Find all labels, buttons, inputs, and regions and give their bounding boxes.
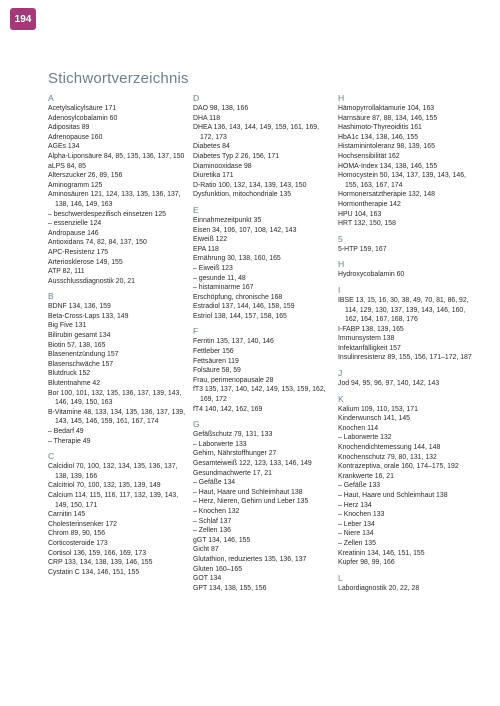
index-entry: – Therapie 49: [48, 437, 91, 445]
index-entry: Aminogramm 125: [48, 181, 103, 189]
index-entry: – Herz, Nieren, Gehirn und Leber 135: [193, 498, 309, 506]
index-entry: Kalium 109, 110, 153, 171: [338, 405, 418, 413]
section-letter: H: [338, 93, 345, 103]
index-entry: Knochen 114: [338, 424, 379, 432]
index-entry: Antioxidans 74, 82, 84, 137, 150: [48, 239, 147, 247]
section-letter: D: [193, 93, 200, 103]
index-entry: – essenzielle 124: [48, 220, 102, 228]
index-entry: Dysfunktion, mitochondriale 135: [193, 191, 292, 199]
section-letter: E: [193, 204, 199, 215]
section-letter: H: [338, 259, 345, 270]
index-entry: – Eiweiß 123: [193, 264, 233, 272]
index-entry: – histaminarme 167: [193, 284, 254, 292]
index-entry: D-Ratio 100, 132, 134, 139, 143, 150: [193, 181, 307, 189]
index-entry: Fettleber 156: [193, 348, 234, 356]
index-entry: Biotin 57, 138, 165: [48, 341, 106, 349]
index-entry: Histaminintoleranz 98, 139, 165: [338, 143, 435, 151]
index-entry: Labordiagnostik 20, 22, 28: [338, 584, 420, 592]
index-section: [338, 285, 478, 363]
index-entry: Knochenschutz 79, 80, 131, 132: [338, 453, 437, 461]
index-entry: Diaminooxidase 98: [193, 162, 252, 170]
index-entry: Fettsäuren 119: [193, 357, 239, 365]
index-entry: – Gefäße 133: [338, 482, 381, 490]
index-entry: Gluten 160–165: [193, 565, 243, 573]
index-entry: GOT 134: [193, 575, 222, 583]
index-entry: Beta-Cross-Laps 133, 149: [48, 312, 129, 320]
index-entry: Insulinresistenz 89, 155, 156, 171–172, 187: [338, 354, 472, 362]
index-entry: fT4 140, 142, 162, 169: [193, 405, 263, 413]
index-entry: – Niere 134: [338, 530, 374, 538]
index-entry: Folsäure 58, 59: [193, 367, 241, 375]
index-entry: Kontrazeptiva, orale 160, 174–175, 192: [338, 463, 459, 471]
index-entry: Glutathion, reduziertes 135, 136, 137: [193, 555, 307, 563]
index-entry: Diabetes 84: [193, 143, 230, 151]
index-entry: Eisen 34, 106, 107, 108, 142, 143: [193, 226, 297, 234]
index-entry: gGT 134, 146, 155: [193, 536, 251, 544]
index-section: [193, 205, 333, 322]
index-entry: Kinderwunsch 141, 145: [338, 415, 411, 423]
index-entry: BDNF 134, 136, 159: [48, 303, 111, 311]
index-entry: Acetylsalicylsäure 171: [48, 105, 117, 112]
index-entry: Ernährung 30, 138, 160, 165: [193, 255, 281, 263]
index-entry: Diuretika 171: [193, 172, 234, 180]
index-entry: Hormonersatztherapie 132, 148: [338, 191, 435, 199]
index-entry: Bilirubin gesamt 134: [48, 332, 111, 340]
index-entry: Calcidiol 70, 100, 132, 134, 135, 136, 137, 138, 139, 166: [48, 463, 178, 480]
index-entry: aLPS 84, 85: [48, 162, 86, 170]
index-entry: Diabetes Typ 2 26, 156, 171: [193, 152, 280, 160]
index-entry: Jod 94, 95, 96, 97, 140, 142, 143: [338, 380, 440, 388]
index-entry: AGEs 134: [48, 143, 80, 151]
index-entry: – Zellen 135: [338, 539, 376, 547]
index-entry: Estradiol 137, 144, 146, 158, 159: [193, 303, 295, 311]
index-entry: Infektanfälligkeit 157: [338, 344, 401, 352]
index-entry: Big Five 131: [48, 322, 87, 330]
index-entry: I-FABP 138, 139, 165: [338, 325, 404, 333]
index-entry: IBSE 13, 15, 16, 30, 38, 49, 70, 81, 86, 92, 114, 129, 130, 137, 139, 143, 146, 160, 162, 164, 167, 168, 176: [338, 296, 469, 324]
index-entry: Blasenentzündung 157: [48, 351, 119, 359]
index-entry: CRP 133, 134, 138, 139, 146, 155: [48, 559, 153, 567]
index-entry: B-Vitamine 48, 133, 134, 135, 136, 137, 139, 143, 145, 146, 159, 161, 167, 174: [48, 408, 186, 426]
page-title: Stichwortverzeichnis: [48, 70, 189, 87]
index-entry: Cystatin C 134, 146, 151, 155: [48, 568, 140, 576]
index-entry: Arteriosklerose 149, 155: [48, 258, 123, 266]
index-entry: ATP 82, 111: [48, 268, 85, 276]
index-section: [48, 93, 188, 286]
index-entry: Alterszucker 26, 89, 156: [48, 172, 123, 180]
index-entry: – Leber 134: [338, 520, 375, 528]
section-letter: K: [338, 393, 344, 404]
index-section: [338, 234, 478, 255]
index-entry: Harnsäure 87, 88, 134, 146, 155: [338, 114, 438, 122]
index-entry: Corticosteroide 173: [48, 539, 108, 547]
index-entry: Hormontherapie 142: [338, 200, 401, 208]
index-section: [338, 93, 478, 229]
index-entry: – Knochen 132: [193, 507, 240, 515]
index-entry: Estriol 138, 144, 157, 158, 165: [193, 312, 287, 320]
section-letter: B: [48, 291, 54, 302]
index-entry: Einnahmezeitpunkt 35: [193, 216, 262, 224]
index-entry: Frau, perimenopausale 28: [193, 376, 274, 384]
index-entry: Carnitin 145: [48, 511, 86, 519]
index-entry: Andropause 146: [48, 229, 99, 237]
index-entry: Aminosäuren 121, 124, 133, 135, 136, 137, 138, 146, 149, 163: [48, 191, 181, 208]
index-section: [193, 93, 333, 200]
index-entry: Gesamteiweiß 122, 123, 133, 146, 149: [193, 460, 312, 467]
index-entry: HOMA-Index 134, 138, 146, 155: [338, 162, 438, 170]
index-entry: DHA 118: [193, 114, 221, 122]
index-entry: Hochsensibilität 162: [338, 152, 400, 160]
index-entry: GPT 134, 138, 155, 156: [193, 584, 267, 592]
section-letter: A: [48, 93, 54, 103]
index-entry: – Laborwerte 132: [338, 434, 392, 442]
index-entry: – Knochen 133: [338, 511, 385, 519]
index-section: [338, 368, 478, 389]
index-entry: Blasenschwäche 157: [48, 360, 114, 368]
index-entry: Calcitriol 70, 100, 132, 135, 139, 149: [48, 482, 161, 490]
index-entry: Kupfer 98, 99, 166: [338, 559, 395, 567]
index-columns: [48, 92, 478, 598]
index-section: [338, 394, 478, 568]
index-entry: Hashimoto-Thyreoiditis 161: [338, 124, 422, 132]
index-entry: Adrenopause 160: [48, 133, 103, 141]
index-entry: – gesunde 11, 48: [193, 274, 246, 282]
index-entry: Gicht 87: [193, 546, 219, 554]
index-entry: Knochendichtemessung 144, 148: [338, 444, 441, 452]
index-entry: EPA 118: [193, 245, 219, 253]
index-entry: Kreatinin 134, 146, 151, 155: [338, 549, 425, 557]
index-entry: fT3 135, 137, 140, 142, 149, 153, 159, 162, 169, 172: [193, 386, 326, 404]
index-entry: Alpha-Liponsäure 84, 85, 135, 136, 137, 150: [48, 152, 185, 160]
index-entry: – Herz 134: [338, 501, 372, 509]
section-letter: C: [48, 451, 55, 462]
section-letter: L: [338, 572, 343, 583]
index-entry: Gehirn, Nährstoffhunger 27: [193, 450, 277, 458]
index-entry: – Zellen 136: [193, 527, 231, 535]
section-letter: I: [338, 284, 341, 295]
index-entry: HRT 132, 150, 158: [338, 220, 396, 228]
index-entry: – beschwerdespezifisch einsetzen 125: [48, 210, 166, 218]
index-entry: DHEA 136, 143, 144, 149, 159, 161, 169, 172, 173: [193, 124, 320, 141]
index-section: [193, 326, 333, 414]
section-letter: G: [193, 419, 200, 430]
index-entry: Bor 100, 101, 132, 135, 136, 137, 139, 143, 146, 149, 150, 163: [48, 389, 182, 407]
index-entry: Blutentnahme 42: [48, 380, 101, 388]
index-entry: Calcium 114, 115, 116, 117, 132, 139, 143, 149, 150, 171: [48, 491, 179, 509]
section-letter: 5: [338, 233, 343, 244]
index-entry: Ausschlussdiagnostik 20, 21: [48, 277, 135, 285]
index-entry: Cholesterinsenker 172: [48, 520, 117, 528]
index-entry: – Bedarf 49: [48, 428, 84, 435]
index-entry: Adenosylcobalamin 60: [48, 114, 118, 122]
index-section: [338, 573, 478, 594]
index-entry: Krankwerte 16, 21: [338, 472, 394, 480]
index-entry: Adipositas 89: [48, 124, 90, 132]
index-entry: Blutdruck 152: [48, 370, 91, 378]
section-letter: F: [193, 326, 199, 337]
index-entry: Chrom 89, 90, 156: [48, 530, 106, 538]
index-entry: – Haut, Haare und Schleimhaut 138: [193, 488, 303, 496]
index-entry: Gesundmachwerte 17, 21: [193, 469, 272, 477]
index-column: [193, 92, 333, 598]
index-entry: – Schlaf 137: [193, 517, 232, 525]
index-entry: – Laborwerte 133: [193, 440, 247, 448]
index-column: [338, 92, 478, 598]
index-entry: Ferritin 135, 137, 140, 146: [193, 338, 274, 346]
index-entry: APC-Resistenz 175: [48, 248, 109, 256]
index-entry: 5-HTP 159, 167: [338, 245, 387, 253]
index-entry: Immunsystem 138: [338, 335, 395, 343]
index-entry: Homocystein 50, 134, 137, 139, 143, 146, 155, 163, 167, 174: [338, 172, 466, 189]
index-entry: Hämopyrrollaktamurie 104, 163: [338, 105, 435, 112]
index-column: [48, 92, 188, 598]
index-entry: HPU 104, 163: [338, 210, 382, 218]
index-entry: Hydroxycobalamin 60: [338, 271, 405, 279]
index-entry: HbA1c 134, 138, 146, 155: [338, 133, 419, 141]
index-entry: DAO 98, 138, 166: [193, 105, 249, 112]
page-number-badge: 194: [10, 8, 36, 30]
index-section: [193, 419, 333, 593]
index-section: [48, 291, 188, 446]
index-section: [338, 259, 478, 280]
index-entry: – Haut, Haare und Schleimhaut 138: [338, 492, 448, 499]
index-entry: – Gefäße 134: [193, 479, 236, 487]
index-entry: Cortisol 136, 159, 166, 169, 173: [48, 549, 147, 557]
index-entry: Erschöpfung, chronische 168: [193, 293, 283, 301]
index-entry: Eiweiß 122: [193, 236, 228, 244]
section-letter: J: [338, 368, 343, 379]
index-section: [48, 451, 188, 577]
index-entry: Gefäßschutz 79, 131, 133: [193, 431, 273, 439]
